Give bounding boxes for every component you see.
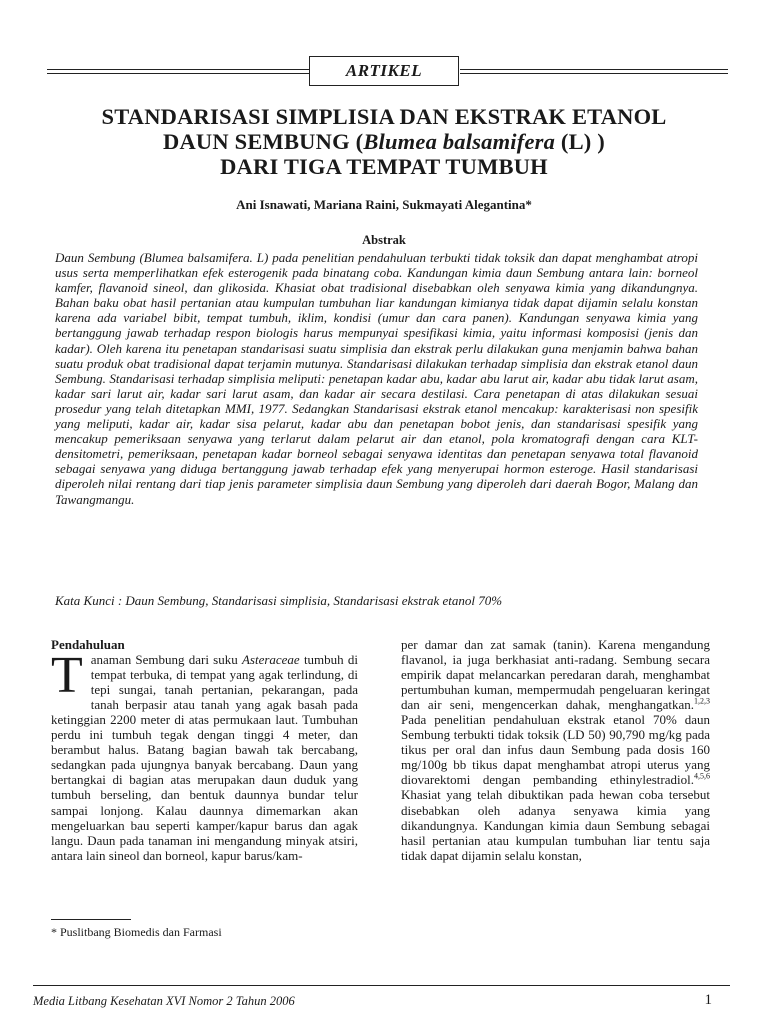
- title-line-1: STANDARISASI SIMPLISIA DAN EKSTRAK ETANOL: [101, 104, 667, 129]
- article-header: [47, 56, 728, 88]
- intro-paragraph: [51, 647, 358, 863]
- abstract-body: Daun Sembung (Blumea balsamifera. L) pada penelitian pendahuluan terbukti tidak toksik dan dapat menghambat atropi usus serta memperlihatkan efek esterogenik pada binatang coba. Kandungan kimia daun Sembung antara lain: borneol kamfer, flavanoid sineol, dan glikosida. Khasiat obat tradisional disebabkan oleh senyawa kimia yang dikandungnya. Bahan baku obat hasil pertanian atau kumpulan tumbuhan liar kandungan kimianya tidak dapat dijamin selalu konstan karena ada variabel bibit, tempat tumbuh, iklim, kondisi (umur dan cara panen). Kandungan senyawa kimia yang bertanggung jawab terhadap respon biologis harus mempunyai spesifikasi kimia, yaitu informasi komposisi (jenis dan kadar). Oleh karena itu penetapan standarisasi suatu simplisia dan ekstrak perlu dilakukan guna menjamin bahwa bahan suatu produk obat tradisional dapat terjamin mutunya. Standarisasi dilakukan terhadap simplisia dan ekstrak etanol daun Sembung. Standarisasi terhadap simplisia meliputi: penetapan kadar abu, kadar abu larut air, kadar abu tidak larut asam, kadar sari larut air, kadar sari larut asam, dan kadar air secara destilasi. Cara penetapan di atas dilakukan sesuai prosedur yang telah ditetapkan MMI, 1977. Sedangkan Standarisasi ekstrak etanol mencakup: karakterisasi non spesifik yang meliputi, kadar air, kadar sisa pelarut, kadar abu dan penetapan bobot jenis, dan standarisasi spesifik yang mencakup pemeriksaan senyawa yang terlarut dalam pelarut air dan etanol, pola kromatografi dengan cara KLT-densitometri, pemeriksaan, penetapan kadar borneol sebagai senyawa identitas dan penetapan senyawa total flavanoid sebagai senyawa yang diduga bertanggung jawab terhadap efek yang menyerupai hormon esteroge. Hasil standarisasi diperoleh nilai rentang dari tiap jenis parameter simplisia daun Sembung yang diperoleh dari daerah Bogor, Malang dan Tawangmangu.: [55, 250, 698, 507]
- plant-family: Asteraceae: [241, 652, 300, 668]
- keywords: Kata Kunci : Daun Sembung, Standarisasi simplisia, Standarisasi ekstrak etanol 70%: [55, 593, 503, 608]
- footer-rule: [33, 985, 730, 986]
- section-heading-introduction: Pendahuluan: [51, 637, 125, 652]
- section-label: ARTIKEL: [309, 56, 459, 86]
- article-title: [40, 104, 728, 179]
- intro-continuation: [401, 637, 710, 863]
- intro-text-5: Khasiat yang telah dibuktikan pada hewan coba tersebut disebabkan oleh adanya senyawa kimia yang dikandungnya. Kandungan kimia daun Sembung sebagai hasil pertanian atau kumpulan tumbuhan liar tentu saja tidak dapat dijamin selalu konstan,: [401, 787, 710, 863]
- title-line-2-prefix: DAUN SEMBUNG (: [163, 129, 364, 154]
- intro-text-1: anaman Sembung dari suku: [90, 652, 242, 668]
- citation-ref-1[interactable]: 1,2,3: [694, 696, 710, 706]
- header-rule-right: [460, 69, 728, 74]
- journal-citation: Media Litbang Kesehatan XVI Nomor 2 Tahun 2006: [33, 994, 295, 1008]
- species-name: Blumea balsamifera: [363, 129, 556, 154]
- page-number: 1: [704, 992, 712, 1008]
- drop-cap: T: [51, 647, 83, 705]
- intro-text-4: Pada penelitian pendahuluan ekstrak etanol 70% daun Sembung terbukti tidak toksik (LD 50) 90,790 mg/kg pada tikus per oral dan infus daun Sembung pada dosis 160 mg/100g bb tikus dapat menghambat atropi uterus yang diovarektomi dengan pembanding ethinylestradiol.: [401, 712, 710, 788]
- affiliation-footnote: * Puslitbang Biomedis dan Farmasi: [51, 925, 222, 939]
- intro-text-2: tumbuh di tempat terbuka, di tempat yang agak terlindung, di tepi sungai, tanah pertanian, pekarangan, pada tanah berpasir atau tanah yang agak basah pada ketinggian 2200 meter di atas permukaan laut. Tumbuhan perdu ini tumbuh tegak dengan tinggi 4 meter, dan berambut halus. Batang bagian bawah tak bercabang, sedangkan pada ujungnya banyak bercabang. Daun yang bertangkai di bagian atas merupakan daun duduk yang tumbuh berseling, dan bentuk daunnya bundar telur sampai lonjong. Kalau daunnya dimemarkan akan mengeluarkan bau seperti kamper/kapur barus dan agak langu. Daun pada tanaman ini mengandung minyak atsiri, antara lain sineol dan borneol, kapur barus/kam-: [51, 652, 358, 863]
- column-right: [401, 637, 710, 863]
- abstract-heading: Abstrak: [362, 233, 406, 247]
- title-line-2: [40, 129, 728, 154]
- citation-ref-2[interactable]: 4,5,6: [694, 772, 710, 782]
- author-list: Ani Isnawati, Mariana Raini, Sukmayati Alegantina*: [236, 197, 532, 212]
- header-rule-left: [47, 69, 309, 74]
- column-left: [51, 637, 358, 863]
- intro-text-3: per damar dan zat samak (tanin). Karena mengandung flavanol, ia juga berkhasiat anti-radang. Sembung secara empirik dapat melancarkan peredaran darah, menghambat pertumbuhan kuman, mempermudah pengeluaran keringat dan air seni, mengencerkan dahak, menghangatkan.: [401, 637, 710, 713]
- footnote-rule: [51, 919, 131, 920]
- title-line-2-suffix: (L) ): [555, 129, 605, 154]
- title-line-3: DARI TIGA TEMPAT TUMBUH: [220, 154, 548, 179]
